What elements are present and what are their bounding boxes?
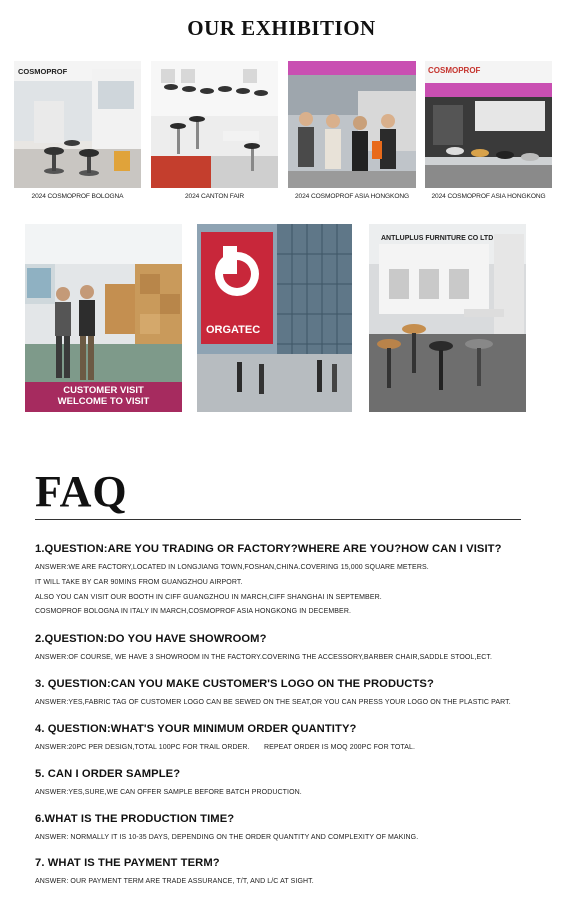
faq-question-3: 3. QUESTION:CAN YOU MAKE CUSTOMER'S LOGO ON THE PRODUCTS? xyxy=(35,678,434,690)
caption-4: 2024 COSMOPROF ASIA HONGKONG xyxy=(431,193,546,200)
faq-answer-1-line-1: ANSWER:WE ARE FACTORY,LOCATED IN LONGJIANG TOWN,FOSHAN,CHINA.COVERING 15,000 SQUARE METERS. xyxy=(35,564,429,571)
faq-question-7: 7. WHAT IS THE PAYMENT TERM? xyxy=(35,857,220,869)
faq-question-1: 1.QUESTION:ARE YOU TRADING OR FACTORY?WHERE ARE YOU?HOW CAN I VISIT? xyxy=(35,543,502,555)
faq-question-4: 4. QUESTION:WHAT'S YOUR MINIMUM ORDER QUANTITY? xyxy=(35,723,357,735)
caption-3: 2024 COSMOPROF ASIA HONGKONG xyxy=(294,193,410,200)
photo-cosmoprof-hongkong-2 xyxy=(425,61,552,188)
faq-question-5: 5. CAN I ORDER SAMPLE? xyxy=(35,768,181,780)
booth-sign-text: COSMOPROF xyxy=(18,67,68,76)
faq-title: FAQ xyxy=(35,467,128,516)
faq-answer-6: ANSWER: NORMALLY IT IS 10-35 DAYS, DEPENDING ON THE ORDER QUANTITY AND COMPLEXITY OF MAKING. xyxy=(35,834,419,841)
customer-visit-banner xyxy=(25,385,182,407)
faq-answer-2: ANSWER:OF COURSE, WE HAVE 3 SHOWROOM IN THE FACTORY.COVERING THE ACCESSORY,BARBER CHAIR,SADDLE STOOL,ECT. xyxy=(35,654,493,661)
photo-antluplus-booth xyxy=(369,224,526,412)
photo-customer-visit xyxy=(25,224,182,412)
faq-question-2: 2.QUESTION:DO YOU HAVE SHOWROOM? xyxy=(35,633,267,645)
photo-cosmoprof-bologna xyxy=(14,61,141,188)
antluplus-sign-text: ANTLUPLUS FURNITURE CO LTD xyxy=(381,235,494,242)
photo-cosmoprof-hongkong-1 xyxy=(288,61,416,188)
faq-divider xyxy=(35,519,521,520)
faq-answer-1-line-2: IT WILL TAKE BY CAR 90MINS FROM GUANGZHOU AIRPORT. xyxy=(35,579,243,586)
faq-question-6: 6.WHAT IS THE PRODUCTION TIME? xyxy=(35,813,235,825)
faq-answer-5: ANSWER:YES,SURE,WE CAN OFFER SAMPLE BEFORE BATCH PRODUCTION. xyxy=(35,789,302,796)
faq-answer-4: ANSWER:20PC PER DESIGN,TOTAL 100PC FOR TRAIL ORDER. REPEAT ORDER IS MOQ 200PC FOR TOTAL. xyxy=(35,744,416,751)
orgatec-sign-text: ORGATEC xyxy=(206,324,261,336)
faq-answer-1-line-4: COSMOPROF BOLOGNA IN ITALY IN MARCH,COSMOPROF ASIA HONGKONG IN DECEMBER. xyxy=(35,608,352,615)
caption-1: 2024 COSMOPROF BOLOGNA xyxy=(31,193,124,200)
caption-2: 2024 CANTON FAIR xyxy=(184,193,245,200)
faq-answer-7: ANSWER: OUR PAYMENT TERM ARE TRADE ASSURANCE, T/T, AND L/C AT SIGHT. xyxy=(35,878,314,885)
booth-sign-text: COSMOPROF xyxy=(428,66,481,75)
banner-line-1: CUSTOMER VISIT xyxy=(63,385,144,396)
exhibition-title: OUR EXHIBITION xyxy=(187,16,376,40)
faq-answer-1-line-3: ALSO YOU CAN VISIT OUR BOOTH IN CIFF GUANGZHOU IN MARCH,CIFF SHANGHAI IN SEPTEMBER. xyxy=(35,594,382,601)
faq-answer-3: ANSWER:YES,FABRIC TAG OF CUSTOMER LOGO CAN BE SEWED ON THE SEAT,OR YOU CAN PRESS YOUR LOGO ON THE PLASTIC PART. xyxy=(35,699,511,706)
banner-line-2: WELCOME TO VISIT xyxy=(57,396,150,407)
photo-orgatec xyxy=(197,224,352,412)
photo-canton-fair xyxy=(151,61,278,188)
